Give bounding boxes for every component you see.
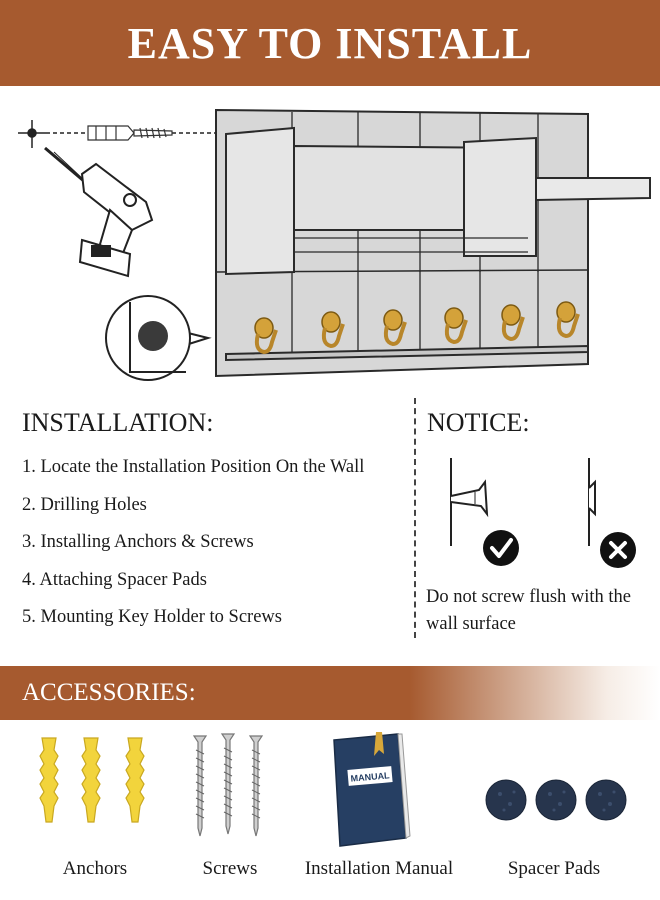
anchor-screw-icon [88, 126, 172, 140]
list-item: 5. Mounting Key Holder to Screws [22, 607, 282, 627]
accessories-heading: ACCESSORIES: [22, 679, 196, 706]
installation-heading: INSTALLATION: [22, 408, 214, 437]
notice-illustration [427, 450, 647, 580]
manual-icon [326, 730, 416, 850]
cross-icon [600, 532, 636, 568]
page-title: EASY TO INSTALL [127, 18, 533, 68]
accessory-label-anchors: Anchors [62, 858, 128, 879]
product-illustration [0, 90, 660, 390]
accessory-label-screws: Screws [202, 858, 258, 879]
installation-steps [22, 454, 364, 642]
anchor-icon [30, 730, 160, 842]
key-holder-illustration [216, 110, 650, 376]
notice-heading: NOTICE: [427, 408, 530, 437]
header-banner [0, 0, 660, 86]
spacer-pad-icon [480, 730, 640, 842]
notice-text: Do not screw flush with the wall surface [426, 587, 632, 634]
manual-book-text: MANUAL [350, 770, 390, 784]
check-icon [483, 530, 519, 566]
accessory-label-manual: Installation Manual [304, 858, 454, 879]
screw-icon [180, 730, 280, 842]
spacer-callout-icon [106, 296, 208, 380]
list-item: 3. Installing Anchors & Screws [22, 532, 254, 552]
accessory-label-spacer-pads: Spacer Pads [507, 858, 601, 879]
list-item: 2. Drilling Holes [22, 494, 147, 515]
drill-icon [45, 148, 152, 276]
accessories-banner [0, 666, 660, 720]
list-item: 1. Locate the Installation Position On the Wall [22, 457, 365, 477]
list-item: 4. Attaching Spacer Pads [22, 569, 207, 590]
section-divider [414, 398, 416, 638]
